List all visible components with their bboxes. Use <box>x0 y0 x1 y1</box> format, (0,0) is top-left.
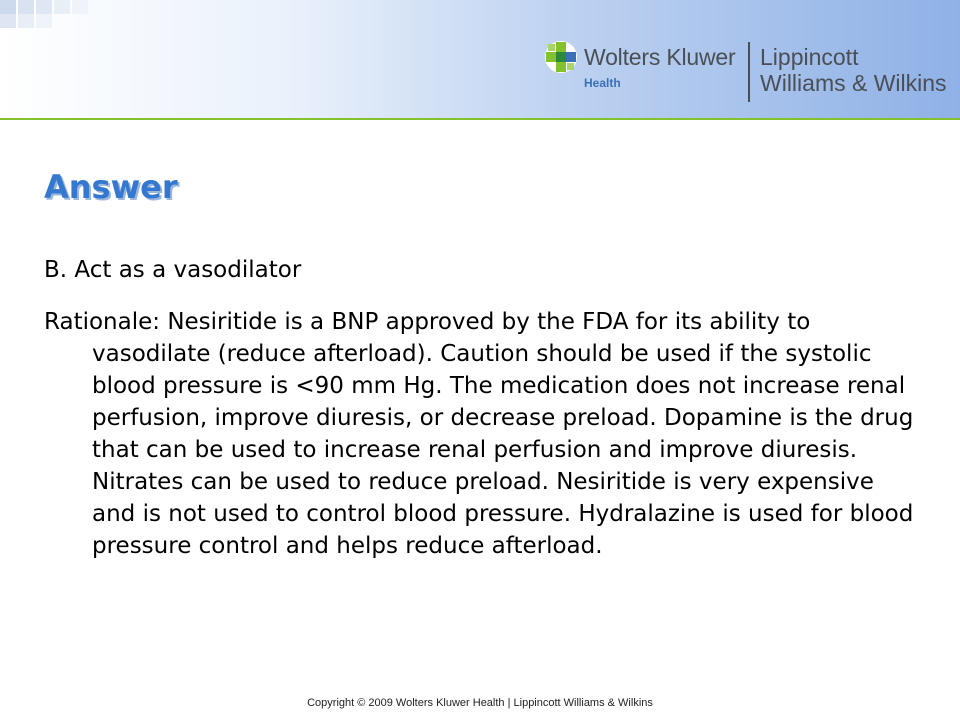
header-divider <box>0 118 960 120</box>
decorative-grid <box>0 0 960 28</box>
grid-square <box>54 0 70 14</box>
grid-square <box>72 0 88 14</box>
copyright-footer: Copyright © 2009 Wolters Kluwer Health | Lippincott Williams & Wilkins <box>307 697 653 709</box>
grid-square <box>18 14 34 28</box>
logo-divider <box>748 42 750 102</box>
grid-square <box>36 14 52 28</box>
grid-square <box>0 14 16 28</box>
grid-square <box>0 0 16 14</box>
slide-title: Answer <box>44 168 178 206</box>
wolters-kluwer-logo-icon <box>544 40 578 74</box>
logo-company-name: Wolters Kluwer <box>584 44 736 70</box>
grid-square <box>18 0 34 14</box>
publisher-logo <box>544 40 960 104</box>
logo-imprint-line-2: Williams & Wilkins <box>760 70 947 96</box>
logo-imprint-line-1: Lippincott <box>760 44 859 70</box>
grid-square <box>36 0 52 14</box>
header-band <box>0 0 960 118</box>
rationale-text: Rationale: Nesiritide is a BNP approved by the FDA for its ability to vasodilate (reduce afterload). Caution should be used if the systolic blood pressure is <90 mm Hg. The medication does not increase renal perfusion, improve diuresis, or decrease preload. Dopamine is the drug that can be used to increase renal perfusion and improve diuresis. Nitrates can be used to reduce preload. Nesiritide is very expensive and is not used to control blood pressure. Hydralazine is used for blood pressure control and helps reduce afterload. <box>44 309 914 559</box>
answer-text: B. Act as a vasodilator <box>44 257 302 283</box>
logo-division-name: Health <box>584 76 621 90</box>
